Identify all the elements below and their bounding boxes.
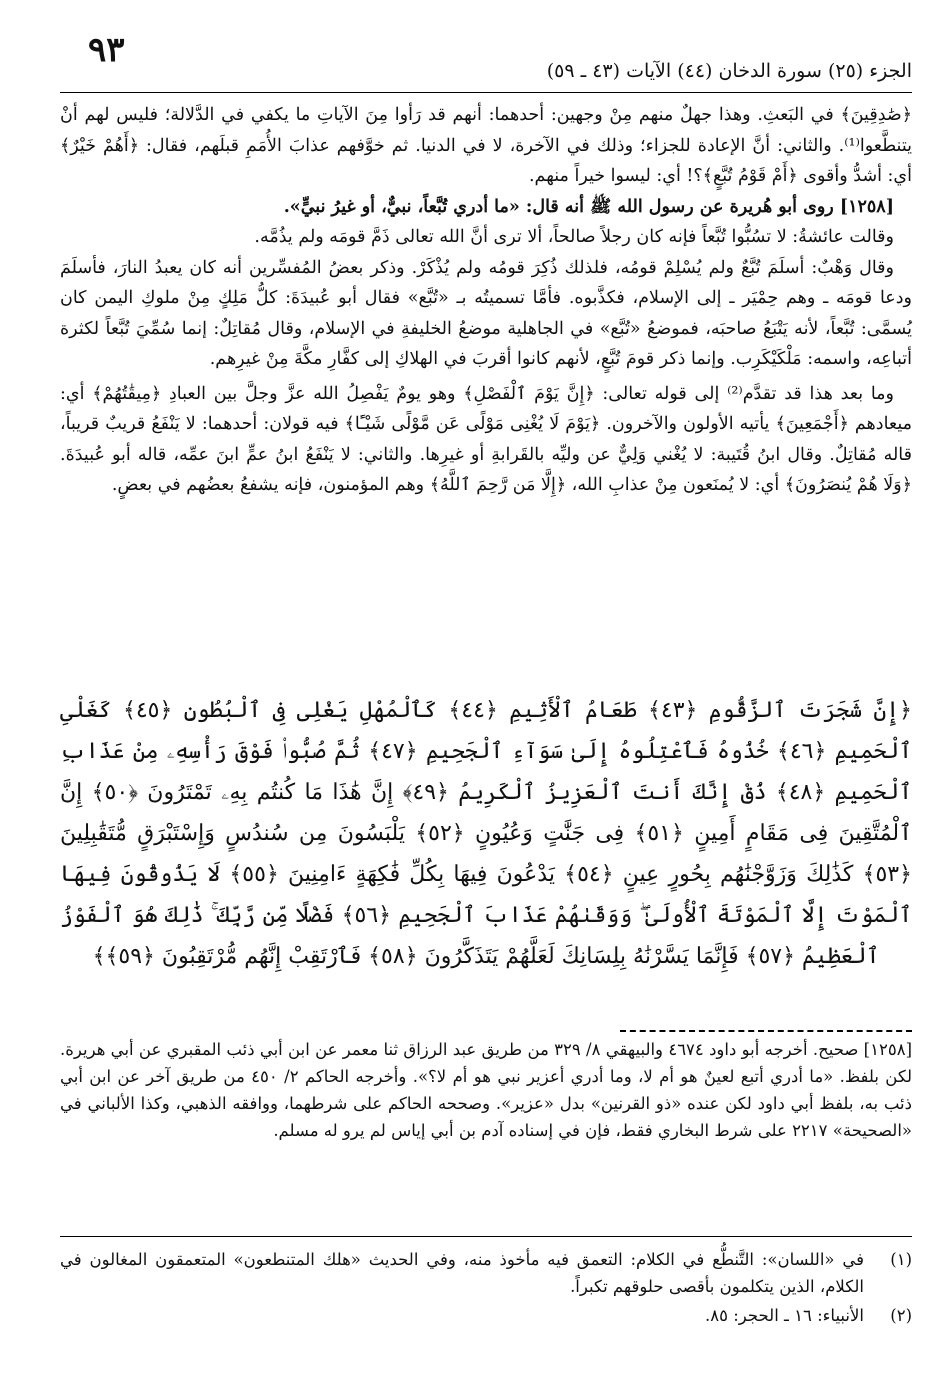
header-rule [60,92,912,93]
footnote [60,1302,912,1329]
paragraph: وما بعد هذا قد تقدَّم⁽²⁾ إلى قوله تعالى: ﴿إِنَّ يَوْمَ ٱلْفَصْلِ﴾ وهو يومٌ يَفْصِلُ الله عزَّ وجلَّ بين العبادِ ﴿مِيقَٰتُهُمْ﴾ أي: ميعادهم ﴿أَجْمَعِينَ﴾ يأتيه الأولون والآخرون. ﴿يَوْمَ لَا يُغْنِى مَوْلًى عَن مَّوْلًى شَيْـًٔا﴾ فيه قولان: أحدهما: لا يَنْفَعُ قريبٌ قريباً، قاله مُقاتِلٌ. وقال ابنُ قُتَيبة: لا يُغْني وَلِيٌّ عن وليِّه بالقَرابةِ أو غيرِها. والثاني: لا يَنْفَعُ ابنُ عمٍّ ابنَ عمِّه، قاله أبو عُبيدَةَ. ﴿وَلَا هُمْ يُنصَرُونَ﴾ أي: لا يُمنَعون مِنْ عذابِ الله، ﴿إِلَّا مَن رَّحِمَ ٱللَّهُ﴾ وهم المؤمنون، فإنه يشفعُ بعضُهم في بعضٍ. [60,383,912,495]
hadith-paragraph: [١٢٥٨] روى أبو هُريرة عن رسول الله ﷺ أنه قال: «ما أدري تُبَّعاً، نبيٌّ، أو غيرُ نبيٍّ». [283,196,894,217]
footnotes [60,1246,912,1331]
footnote [60,1246,912,1300]
paragraph: وقال وَهْبٌ: أسلَمَ تُبَّعٌ ولم يُسْلِمْ قومُه، فلذلك ذُكِرَ قومُه ولم يُذْكَرْ. وذكر بعضُ المُفسِّرين أنه كان يعبدُ النارَ، فأسلَمَ ودعا قومَه ـ وهم حِمْيَر ـ إلى الإسلام، فكذَّبوه. فأمَّا تسميتُه بـ «تُبَّع» فقال أبو عُبيدَةَ: كلُّ مَلِكٍ مِنْ ملوكِ اليمن كان يُسمَّى: تُبَّعاً، لأنه يَتْبَعُ صاحبَه، فموضعُ «تُبَّع» في الجاهلية موضعُ الخليفةِ في الإسلام، وقال مُقاتِلٌ: إنما سُمِّيَ تُبَّعاً لكثرة أتباعِه، واسمه: مَلْكَيْكَرِب. وإنما ذكر قومَ تُبَّعٍ، لأنهم كانوا أقربَ في الهلاكِ إلى كفَّارِ مكَّةَ مِنْ غيرِهم. [60,257,912,369]
running-header: الجزء (٢٥) سورة الدخان (٤٤) الآيات (٤٣ ـ ٥٩) [546,60,912,82]
footnote-text: الأنبياء: ١٦ ـ الحجر: ٨٥. [704,1306,864,1325]
page-number: ٩٣ [88,30,125,70]
footnote-separator [620,1030,912,1032]
main-text [60,100,912,501]
footnotes-separator [60,1236,912,1237]
paragraph: وقالت عائشةُ: لا تسُبُّوا تُبَّعاً فإنه كان رجلاً صالحاً، ألا ترى أنَّ الله تعالى ذَمَّ قومَه ولم يذُمَّه. [254,227,894,247]
hadith-takhrij-note: [١٢٥٨] صحيح. أخرجه أبو داود ٤٦٧٤ والبيهقي ٨/ ٣٢٩ من طريق عبد الرزاق ثنا معمر عن ابن أبي ذئب المقبري عن أبي هريرة. لكن بلفظ. «ما أدري أتبع لعينٌ هو أم لا، وما أدري أعزير نبي هو أم لا؟». وأخرجه الحاكم ٢/ ٤٥٠ من طريق آخر عن ابن أبي ذئب به، بلفظ أبي داود لكن عنده «ذو القرنين» بدل «عزير». وصححه الحاكم على شرطهما، ووافقه الذهبي، وكذا الألباني في «الصحيحة» ٢٢١٧ على شرط البخاري فقط، فإن في إسناده آدم بن أبي إياس لم يرو له مسلم. [60,1040,913,1140]
footnote-number: (٢) [890,1306,912,1325]
paragraph: ﴿صَٰدِقِينَ﴾ في البَعثِ. وهذا جهلٌ منهم مِنْ وجهين: أحدهما: أنهم قد رَأوا مِنَ الآياتِ ما يكفي في الدَّلالة؛ فليس لهم أنْ يتنطَّعوا⁽¹⁾. والثاني: أنَّ الإعادة للجزاء؛ وذلك في الآخرة، لا في الدنيا. ثم خوَّفهم عذابَ الأُمَمِ قبلَهم، فقال: ﴿أَهُمْ خَيْرٌ﴾ أي: أشدُّ وأقوى ﴿أَمْ قَوْمُ تُبَّعٍ﴾؟! أي: ليسوا خيراً منهم. [60,105,912,186]
quran-verses: ﴿إِنَّ شَجَرَتَ ٱلزَّقُّومِ ﴿٤٣﴾ طَعَامُ ٱلْأَثِيمِ ﴿٤٤﴾ كَٱلْمُهْلِ يَغْلِى فِى ٱلْبُطُونِ ﴿٤٥﴾ كَغَلْىِ ٱلْحَمِيمِ ﴿٤٦﴾ خُذُوهُ فَٱعْتِلُوهُ إِلَىٰ سَوَآءِ ٱلْجَحِيمِ ﴿٤٧﴾ ثُمَّ صُبُّوا۟ فَوْقَ رَأْسِهِۦ مِنْ عَذَابِ ٱلْحَمِيمِ ﴿٤٨﴾ ذُقْ إِنَّكَ أَنتَ ٱلْعَزِيزُ ٱلْكَرِيمُ ﴿٤٩﴾ إِنَّ هَٰذَا مَا كُنتُم بِهِۦ تَمْتَرُونَ ﴿٥٠﴾ إِنَّ ٱلْمُتَّقِينَ فِى مَقَامٍ أَمِينٍ ﴿٥١﴾ فِى جَنَّٰتٍ وَعُيُونٍ ﴿٥٢﴾ يَلْبَسُونَ مِن سُندُسٍ وَإِسْتَبْرَقٍ مُّتَقَٰبِلِينَ ﴿٥٣﴾ كَذَٰلِكَ وَزَوَّجْنَٰهُم بِحُورٍ عِينٍ ﴿٥٤﴾ يَدْعُونَ فِيهَا بِكُلِّ فَٰكِهَةٍ ءَامِنِينَ ﴿٥٥﴾ لَا يَذُوقُونَ فِيهَا ٱلْمَوْتَ إِلَّا ٱلْمَوْتَةَ ٱلْأُولَىٰ ۖ وَوَقَىٰهُمْ عَذَابَ ٱلْجَحِيمِ ﴿٥٦﴾ فَضْلًا مِّن رَّبِّكَ ۚ ذَٰلِكَ هُوَ ٱلْفَوْزُ ٱلْعَظِيمُ ﴿٥٧﴾ فَإِنَّمَا يَسَّرْنَٰهُ بِلِسَانِكَ لَعَلَّهُمْ يَتَذَكَّرُونَ ﴿٥٨﴾ فَٱرْتَقِبْ إِنَّهُم مُّرْتَقِبُونَ ﴿٥٩﴾﴾ [60,698,913,969]
footnote-number: (١) [890,1250,912,1269]
footnote-text: في «اللسان»: التَّنطُّع في الكلام: التعمق فيه مأخوذ منه، وفي الحديث «هلك المتنطعون» المتعمقون المغالون في الكلام، الذين يتكلمون بأقصى حلوقهم تكبراً. [60,1250,864,1296]
